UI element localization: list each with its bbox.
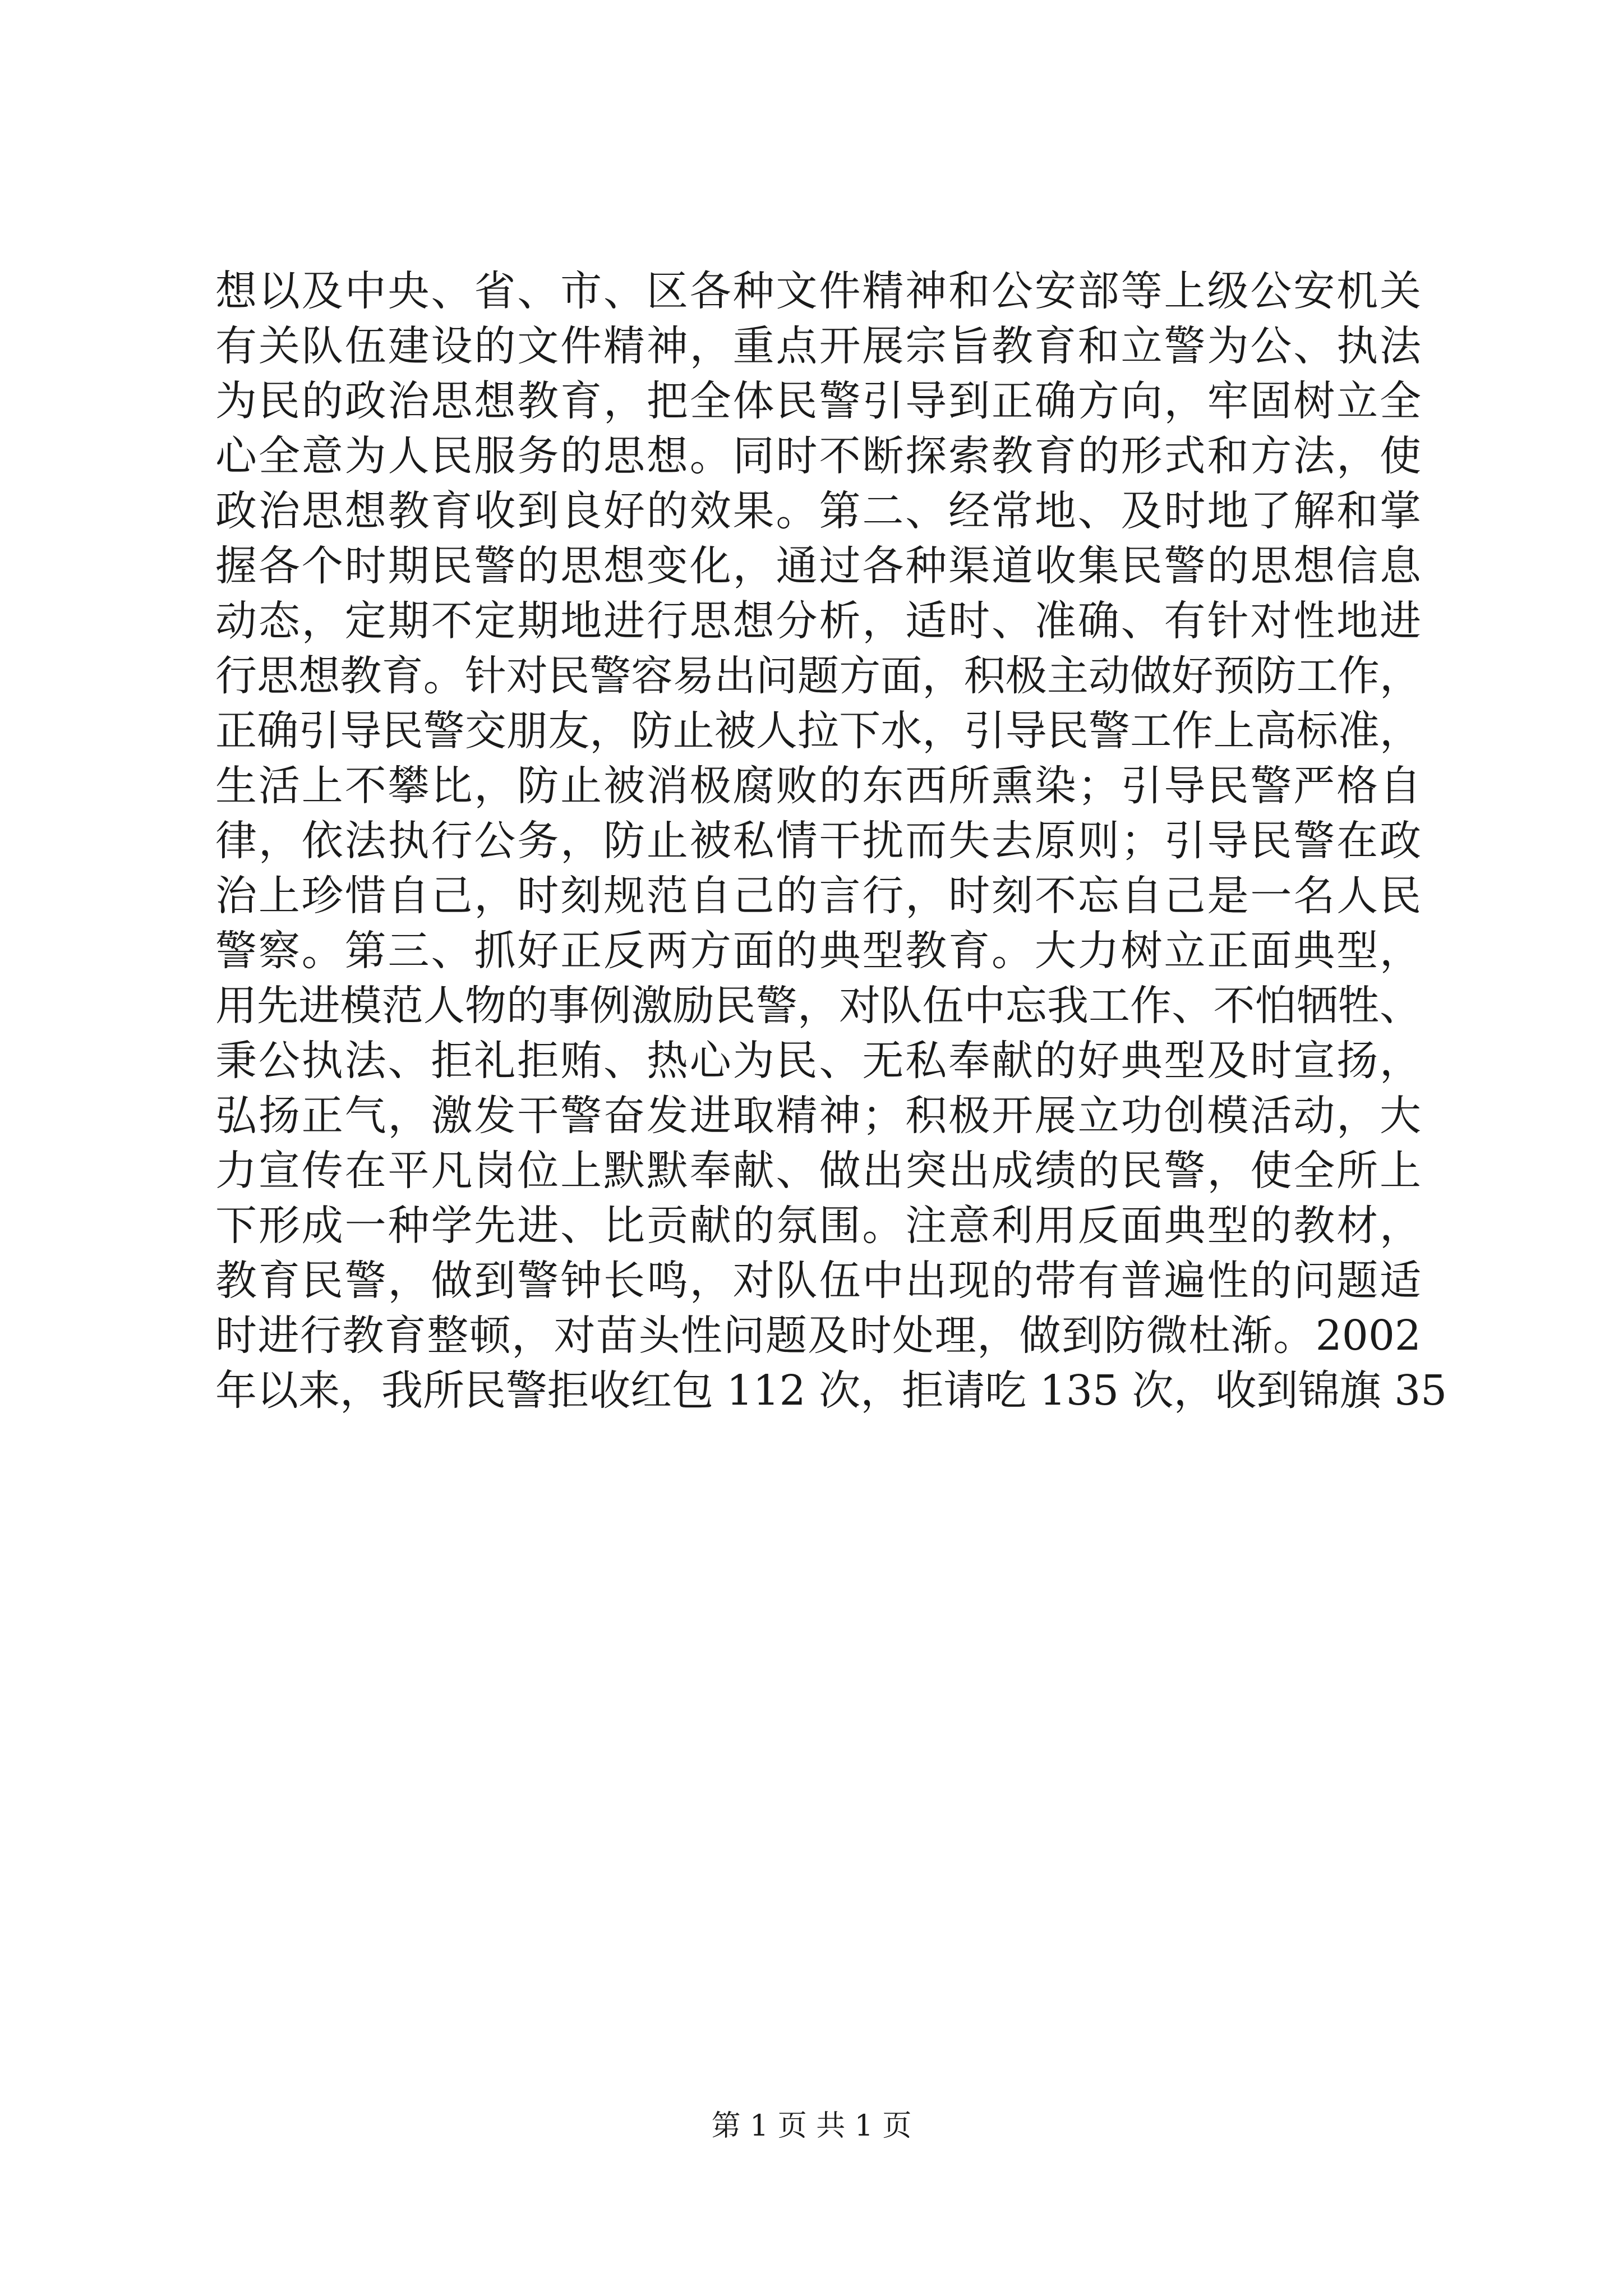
text-line: 正确引导民警交朋友，防止被人拉下水，引导民警工作上高标准， — [215, 707, 1421, 755]
page-footer: 第 1 页 共 1 页 — [711, 2109, 912, 2143]
text-line: 握各个时期民警的思想变化，通过各种渠道收集民警的思想信息 — [215, 542, 1421, 590]
text-line: 行思想教育。针对民警容易出问题方面，积极主动做好预防工作， — [215, 652, 1421, 700]
text-line: 力宣传在平凡岗位上默默奉献、做出突出成绩的民警，使全所上 — [215, 1147, 1421, 1195]
text-line: 弘扬正气，激发干警奋发进取精神；积极开展立功创模活动，大 — [215, 1092, 1421, 1140]
text-line: 年以来，我所民警拒收红包 112 次，拒请吃 135 次，收到锦旗 35 — [215, 1366, 1447, 1415]
text-line: 警察。第三、抓好正反两方面的典型教育。大力树立正面典型， — [215, 927, 1421, 975]
text-line: 治上珍惜自己，时刻规范自己的言行，时刻不忘自己是一名人民 — [215, 872, 1421, 920]
text-line: 有关队伍建设的文件精神，重点开展宗旨教育和立警为公、执法 — [215, 322, 1421, 370]
text-line: 教育民警，做到警钟长鸣，对队伍中出现的带有普遍性的问题适 — [215, 1257, 1421, 1305]
text-line: 动态，定期不定期地进行思想分析，适时、准确、有针对性地进 — [215, 597, 1421, 645]
text-line: 想以及中央、省、市、区各种文件精神和公安部等上级公安机关 — [215, 267, 1421, 315]
text-line: 律，依法执行公务，防止被私情干扰而失去原则；引导民警在政 — [215, 817, 1421, 865]
text-line: 用先进模范人物的事例激励民警，对队伍中忘我工作、不怕牺牲、 — [215, 982, 1421, 1030]
text-line: 时进行教育整顿，对苗头性问题及时处理，做到防微杜渐。2002 — [215, 1312, 1421, 1360]
text-line: 下形成一种学先进、比贡献的氛围。注意利用反面典型的教材， — [215, 1202, 1421, 1250]
text-line: 秉公执法、拒礼拒贿、热心为民、无私奉献的好典型及时宣扬， — [215, 1037, 1421, 1085]
text-line: 生活上不攀比，防止被消极腐败的东西所熏染；引导民警严格自 — [215, 762, 1421, 810]
text-line: 为民的政治思想教育，把全体民警引导到正确方向，牢固树立全 — [215, 377, 1421, 425]
text-line: 心全意为人民服务的思想。同时不断探索教育的形式和方法，使 — [215, 432, 1421, 480]
text-line: 政治思想教育收到良好的效果。第二、经常地、及时地了解和掌 — [215, 487, 1421, 535]
body-text — [215, 264, 1447, 1418]
